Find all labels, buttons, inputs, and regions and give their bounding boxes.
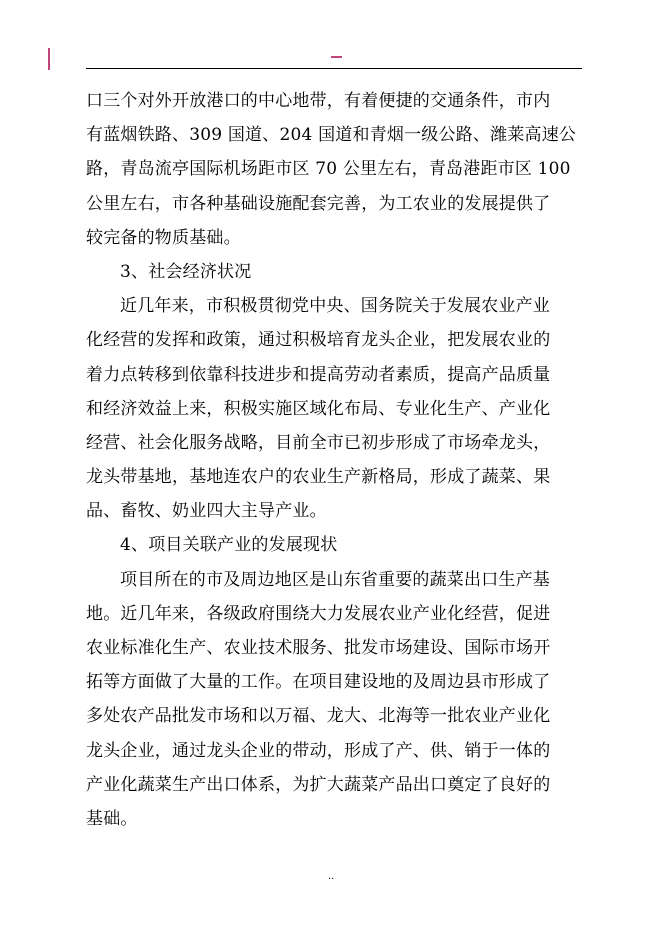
text-line: 较完备的物质基础。 bbox=[86, 227, 241, 248]
text-line: 多处农产品批发市场和以万福、龙大、北海等一批农业产业化 bbox=[86, 706, 551, 727]
text-line: 项目所在的市及周边地区是山东省重要的蔬菜出口生产基 bbox=[120, 569, 550, 590]
document-body bbox=[86, 84, 586, 836]
text-line: 有蓝烟铁路、309 国道、204 国道和青烟一级公路、潍莱高速公 bbox=[86, 125, 577, 146]
left-margin-mark bbox=[48, 48, 50, 70]
text-line: 基础。 bbox=[86, 808, 138, 829]
section-heading: 4、项目关联产业的发展现状 bbox=[120, 535, 338, 556]
text-line: 路，青岛流亭国际机场距市区 70 公里左右，青岛港距市区 100 bbox=[86, 159, 571, 180]
text-line: 经营、社会化服务战略，目前全市已初步形成了市场牵龙头， bbox=[86, 432, 551, 453]
text-line: 产业化蔬菜生产出口体系，为扩大蔬菜产品出口奠定了良好的 bbox=[86, 774, 551, 795]
text-line: 龙头带基地，基地连农户的农业生产新格局，形成了蔬菜、果 bbox=[86, 467, 551, 488]
section-heading: 3、社会经济状况 bbox=[120, 261, 252, 282]
text-line: 近几年来，市积极贯彻党中央、国务院关于发展农业产业 bbox=[120, 296, 550, 317]
text-line: 拓等方面做了大量的工作。在项目建设地的及周边县市形成了 bbox=[86, 672, 551, 693]
text-line: 口三个对外开放港口的中心地带，有着便捷的交通条件，市内 bbox=[86, 91, 551, 111]
text-line: 着力点转移到依靠科技进步和提高劳动者素质，提高产品质量 bbox=[86, 364, 551, 385]
text-line: 品、畜牧、奶业四大主导产业。 bbox=[86, 501, 327, 522]
text-line: 龙头企业，通过龙头企业的带动，形成了产、供、销于一体的 bbox=[86, 740, 551, 761]
text-line: 和经济效益上来，积极实施区域化布局、专业化生产、产业化 bbox=[86, 398, 551, 419]
text-line: 地。近几年来，各级政府围绕大力发展农业产业化经营，促进 bbox=[86, 603, 551, 624]
header-center-mark bbox=[331, 56, 342, 58]
footer-page-mark: .. bbox=[328, 871, 335, 882]
text-line: 化经营的发挥和政策，通过积极培育龙头企业，把发展农业的 bbox=[86, 330, 551, 351]
text-line: 农业标准化生产、农业技术服务、批发市场建设、国际市场开 bbox=[86, 638, 551, 658]
header-rule bbox=[86, 68, 582, 69]
text-line: 公里左右，市各种基础设施配套完善，为工农业的发展提供了 bbox=[86, 193, 551, 214]
